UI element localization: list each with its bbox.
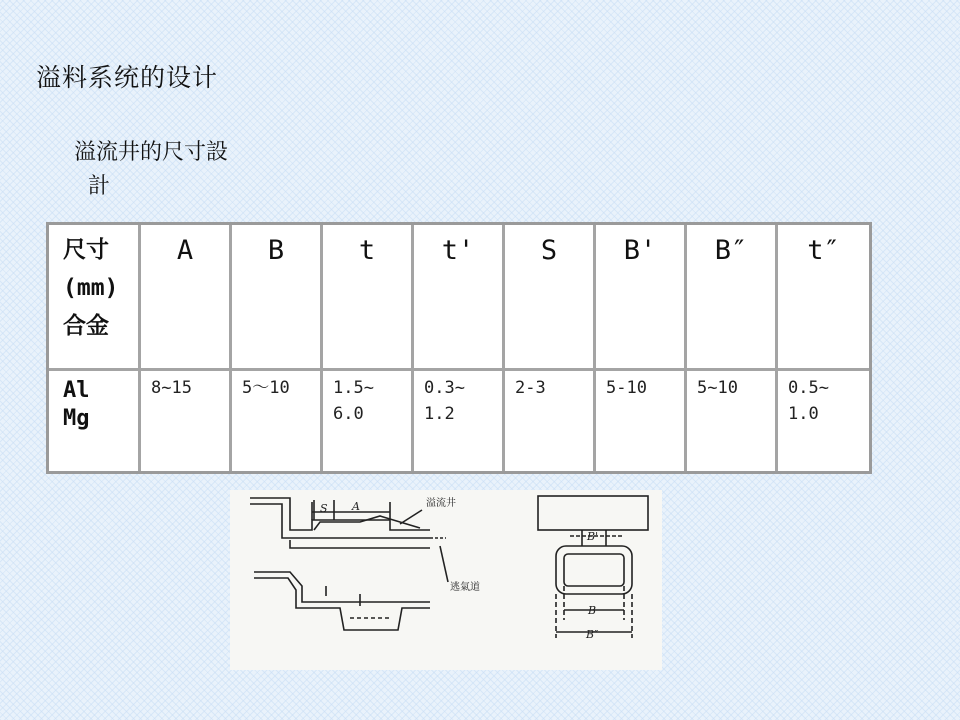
label-dim-a: A bbox=[352, 500, 360, 513]
column-header-t-prime: t' bbox=[414, 225, 505, 371]
overflow-well-diagram bbox=[230, 490, 662, 670]
table-row bbox=[49, 371, 869, 471]
page-title: 溢料系统的设计 bbox=[36, 63, 219, 92]
header-unit-label: (mm) bbox=[63, 275, 119, 301]
plan-view-inner-rect bbox=[564, 554, 624, 586]
column-header-t: t bbox=[323, 225, 414, 371]
subtitle-line-1: 溢流井的尺寸設 bbox=[74, 140, 229, 165]
column-header-s: S bbox=[505, 225, 596, 371]
leader-vent bbox=[440, 546, 448, 582]
header-dimension-alloy-cell bbox=[49, 225, 141, 371]
upper-die-outline bbox=[250, 498, 430, 530]
label-dim-b-prime: B' bbox=[587, 530, 599, 543]
value-b-prime: 5-10 bbox=[596, 371, 687, 471]
label-dim-s: S bbox=[320, 502, 328, 515]
plan-view-top-block bbox=[538, 496, 648, 530]
lower-parting-line bbox=[290, 540, 430, 548]
label-overflow-well: 溢流井 bbox=[426, 498, 456, 509]
column-header-t-double-prime: t″ bbox=[778, 225, 869, 371]
header-alloy-label: 合金 bbox=[63, 313, 109, 339]
header-size-label: 尺寸 bbox=[63, 237, 109, 263]
label-vent: 逃氣道 bbox=[450, 582, 480, 593]
value-a: 8~15 bbox=[141, 371, 232, 471]
label-dim-b-double-prime: B″ bbox=[586, 628, 599, 641]
lower-die-outline bbox=[254, 572, 430, 602]
leader-well bbox=[400, 510, 422, 524]
subtitle-line-2: 計 bbox=[88, 174, 111, 199]
diagram-svg bbox=[230, 490, 662, 670]
table-header-row bbox=[49, 225, 869, 371]
value-s: 2-3 bbox=[505, 371, 596, 471]
label-dim-b: B bbox=[588, 604, 597, 617]
value-b: 5～10 bbox=[232, 371, 323, 471]
lower-well-section bbox=[254, 578, 430, 630]
column-header-b-double-prime: B″ bbox=[687, 225, 778, 371]
column-header-b: B bbox=[232, 225, 323, 371]
value-t: 1.5~ 6.0 bbox=[323, 371, 414, 471]
alloy-mg: Mg bbox=[63, 406, 90, 431]
value-t-prime: 0.3~ 1.2 bbox=[414, 371, 505, 471]
alloy-cell bbox=[49, 371, 141, 471]
section-subtitle bbox=[74, 136, 228, 204]
value-t-double-prime: 0.5~ 1.0 bbox=[788, 378, 829, 424]
overflow-well-shape bbox=[314, 516, 420, 530]
alloy-al: Al bbox=[63, 378, 90, 403]
overflow-well-dimension-table bbox=[46, 222, 872, 474]
value-b-double-prime: 5~10 bbox=[687, 371, 778, 471]
column-header-a: A bbox=[141, 225, 232, 371]
column-header-b-prime: B' bbox=[596, 225, 687, 371]
upper-cavity-line bbox=[250, 504, 430, 538]
